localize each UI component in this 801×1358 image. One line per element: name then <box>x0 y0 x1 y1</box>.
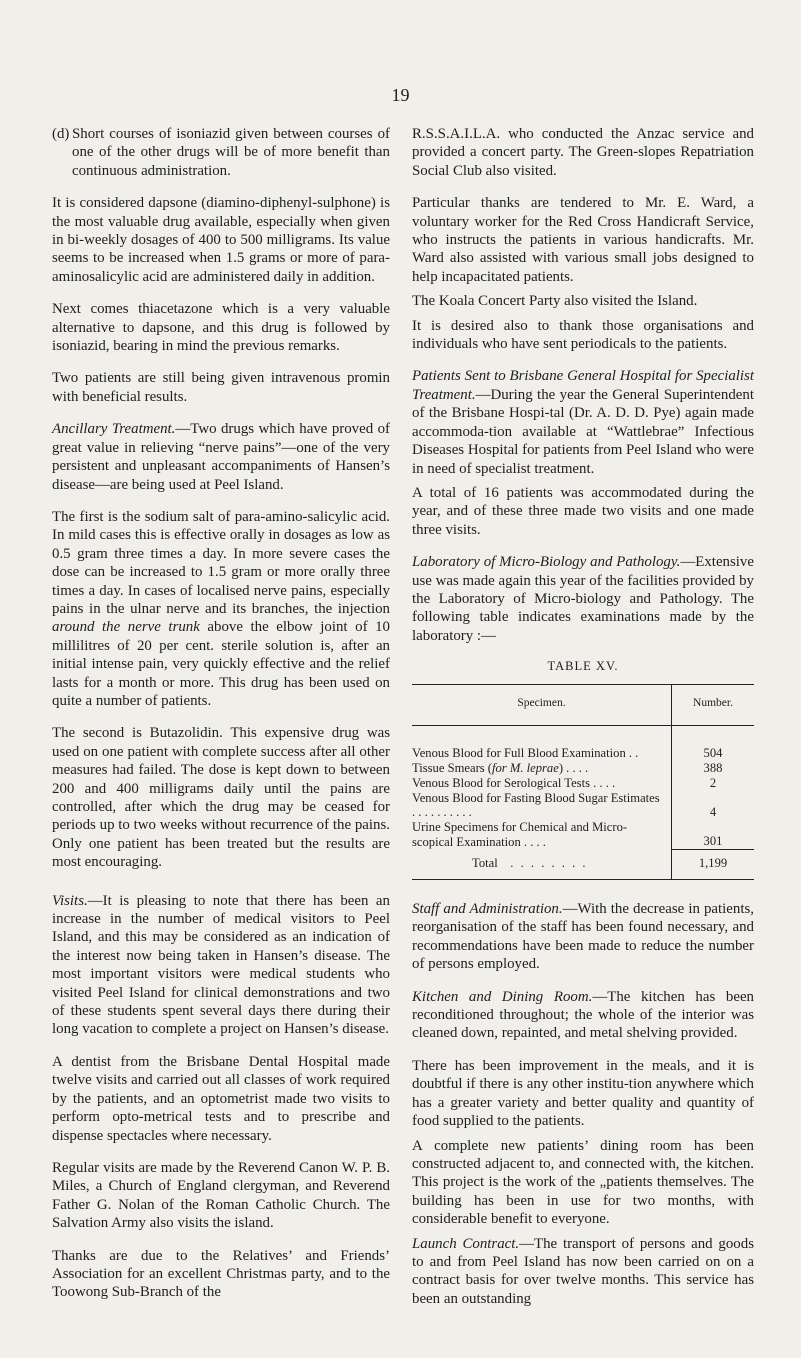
launch-contract-text: —The transport of persons and goods to and from Peel Island has now been carried on on a contract basis for over twelve months. This service has been an outstanding <box>412 1235 754 1307</box>
sodium-salt-text-1: The first is the sodium salt of para-amino-salicylic acid. In mild cases this is effective orally in dosages as low as 0.5 gram three times a day. In more severe cases the dose can be increased to 1.5 gram or more orally three times a day. In cases of localised nerve pains, especially pains in the ulnar nerve and its branches, the injection <box>52 508 390 617</box>
total-patients-paragraph: A total of 16 patients was accommodated during the year, and of these three made two visits and one made three visits. <box>412 484 754 538</box>
kitchen-heading: Kitchen and Dining Room. <box>412 988 593 1005</box>
kitchen-paragraph <box>412 988 754 1043</box>
staff-paragraph <box>412 900 754 974</box>
total-dots: . . . . . . . . <box>510 855 588 870</box>
examinations-table <box>412 684 754 880</box>
specimen-cell: Venous Blood for Serological Tests . . . . <box>412 775 616 790</box>
butazolidin-paragraph: The second is Butazolidin. This expensive drug was used on one patient with complete success after all other measures had failed. The dose is kept down to between 200 and 400 milligrams daily until the pains are controlled, after which the drug may be ceased for periods up to two weeks without recurrence of the pains. Only one patient has been treated but the results are most encouraging. <box>52 725 390 871</box>
staff-text: —With the decrease in patients, reorganisation of the staff has been found necessary, and recommendations have been made to reduce the number of persons employed. <box>412 901 755 973</box>
table-total-row <box>412 850 754 880</box>
sodium-salt-italic: around the nerve trunk <box>52 619 200 636</box>
table-row <box>412 761 754 776</box>
table-header-row <box>412 685 754 726</box>
promin-paragraph: Two patients are still being given intravenous promin with beneficial results. <box>52 370 390 405</box>
table-title: TABLE XV. <box>547 659 619 674</box>
specimen-italic: for M. leprae <box>492 760 559 775</box>
patients-sent-paragraph <box>412 367 754 477</box>
table-row <box>412 776 754 791</box>
specimen-cell: Venous Blood for Full Blood Examination . . <box>412 746 639 761</box>
specimen-text: Tissue Smears ( <box>412 760 493 775</box>
thanks-paragraph: Thanks are due to the Relatives’ and Friends’ Association for an excellent Christmas party, and to the Toowong Sub-Branch of the <box>52 1247 390 1301</box>
total-label: Total <box>472 855 498 870</box>
right-column <box>412 125 754 1308</box>
table-row <box>412 820 754 850</box>
dapsone-paragraph: It is considered dapsone (diamino-diphenyl-sulphone) is the most valuable drug available, especially when given in bi-weekly dosages of 400 to 500 milligrams. Its value seems to be increased when 1.5 grams or more of para-aminosalicylic acid are administered daily in addition. <box>52 195 390 285</box>
ancillary-treatment-text: —Two drugs which have proved of great value in relieving “nerve pains”—one of the very persistent and unpleasant accompaniments of Hansen’s disease—are being used at Peel Island. <box>52 421 390 493</box>
ward-paragraph: Particular thanks are tendered to Mr. E. Ward, a voluntary worker for the Red Cross Handicraft Service, who instructs the patients in various handicrafts. Mr. Ward also assisted with various small jobs designed to help incapacitated patients. <box>412 195 754 285</box>
patients-sent-text: —During the year the General Superintendent of the Brisbane Hospi-tal (Dr. A. D. D. Pye) again made accommoda-tion available at “Wattlebrae” Infectious Diseases Hospital for patients from Peel Island who were in need of specialist treatment. <box>412 386 754 477</box>
total-value-cell: 1,199 <box>672 850 755 880</box>
launch-contract-heading: Launch Contract. <box>412 1235 520 1252</box>
laboratory-text: —Extensive use was made again this year of the facilities provided by the Laboratory of Micro-biology and Pathology. The following table indicates examinations made by the laboratory :— <box>412 554 754 644</box>
number-cell: 301 <box>672 820 755 850</box>
item-d-paragraph <box>52 125 390 180</box>
koala-paragraph: The Koala Concert Party also visited the Island. <box>412 293 698 310</box>
table-row <box>412 791 754 821</box>
specimen-cell: Venous Blood for Fasting Blood Sugar Estimates . . . . . . . . . . <box>412 790 660 820</box>
laboratory-paragraph <box>412 553 754 645</box>
dining-room-paragraph: A complete new patients’ dining room has been constructed adjacent to, and connected with, the kitchen. This project is the work of the „patients themselves. The building has been in use for two months, with considerable benefit to everyone. <box>412 1137 754 1228</box>
table-row <box>412 746 754 761</box>
number-cell: 2 <box>672 776 755 791</box>
specimen-cell <box>412 761 672 776</box>
regular-visits-paragraph: Regular visits are made by the Reverend Canon W. P. B. Miles, a Church of England clergyman, and Reverend Father G. Nolan of the Roman Catholic Church. The Salvation Army also visits the island. <box>52 1159 390 1232</box>
ancillary-treatment-heading: Ancillary Treatment. <box>52 421 176 438</box>
number-cell: 4 <box>672 791 755 821</box>
sodium-salt-text-2: above the elbow joint of 10 millilitres of 20 per cent. sterile solution is, after an initial intense pain, very quickly effective and the relief lasts for a month or more. This drug has been used on quite a number of patients. <box>52 619 390 709</box>
item-d-label: (d) <box>52 126 70 142</box>
specimen-column-header: Specimen. <box>412 685 672 726</box>
kitchen-text: —The kitchen has been reconditioned throughout; the whole of the interior was cleaned down, repainted, and metal shelving provided. <box>412 988 754 1042</box>
periodicals-paragraph: It is desired also to thank those organisations and individuals who have sent periodicals to the patients. <box>412 317 754 353</box>
dentist-paragraph: A dentist from the Brisbane Dental Hospital made twelve visits and carried out all classes of work required by the patients, and an optometrist made two visits to perform opto-metrical tests and to prescribe and dispense spectacles where necessary. <box>52 1053 390 1144</box>
item-d-text: Short courses of isoniazid given between courses of one of the other drugs will be of more benefit than continuous administration. <box>72 126 390 179</box>
number-column-header: Number. <box>672 685 755 726</box>
laboratory-heading: Laboratory of Micro-Biology and Pathology. <box>412 554 681 571</box>
visits-text: —It is pleasing to note that there has been an increase in the number of medical visitors to Peel Island, and this may be considered as an indication of the interest now being taken in Hansen’s disease. The most important visitors were medical students who visited Peel Island for clinical demonstrations and two of these students spent several days there during their long vacation to complete a project on Hansen’s disease. <box>52 892 390 1038</box>
number-cell: 504 <box>672 746 755 761</box>
sodium-salt-paragraph <box>52 508 390 710</box>
page-number: 19 <box>391 85 410 105</box>
rsl-paragraph: R.S.S.A.I.L.A. who conducted the Anzac service and provided a concert party. The Green-slopes Repatriation Social Club also visited. <box>412 126 754 179</box>
staff-heading: Staff and Administration. <box>412 901 563 918</box>
launch-contract-paragraph <box>412 1235 754 1309</box>
meals-paragraph: There has been improvement in the meals, and it is doubtful if there is any other institu-tion anywhere which has a greater variety and better quality and quantity of food supplied to the patients. <box>412 1057 754 1130</box>
total-label-cell <box>412 850 672 880</box>
number-cell: 388 <box>672 761 755 776</box>
visits-paragraph <box>52 892 390 1039</box>
patients-sent-heading: Patients Sent to Brisbane General Hospital for Specialist Treatment. <box>412 368 754 403</box>
left-column <box>52 125 390 1302</box>
ancillary-treatment-paragraph <box>52 420 390 494</box>
specimen-cell: Urine Specimens for Chemical and Micro-scopical Examination . . . . <box>412 820 628 849</box>
visits-heading: Visits. <box>52 892 88 909</box>
thiacetazone-paragraph: Next comes thiacetazone which is a very valuable alternative to dapsone, and this drug is followed by isoniazid, bearing in mind the previous remarks. <box>52 301 390 355</box>
specimen-text: ) . . . . <box>558 760 589 775</box>
